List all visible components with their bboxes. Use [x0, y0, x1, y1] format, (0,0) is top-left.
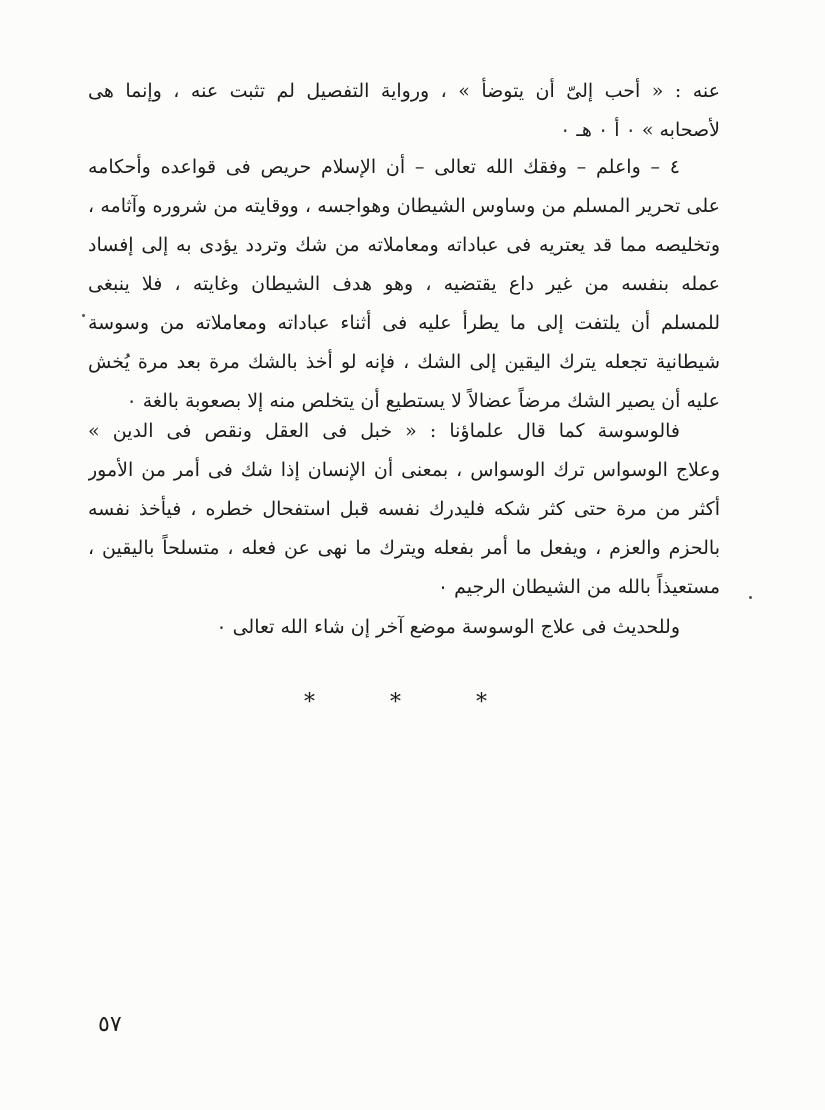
text-line: شيطانية تجعله يترك اليقين إلى الشك ، فإنه لو أخذ بالشك مرة بعد مرة يُخش [88, 351, 720, 373]
text-line: لأصحابه » ٠ أ ٠ هـ ٠ [560, 119, 720, 141]
text-line: عمله بنفسه من غير داع يقتضيه ، وهو هدف الشيطان وغايته ، فلا ينبغى [88, 273, 720, 295]
text-line: مستعيذاً بالله من الشيطان الرجيم ٠ [437, 576, 720, 598]
text-line: على تحرير المسلم من وساوس الشيطان وهواجسه ، ووقايته من شروره وآثامه ، [88, 195, 720, 217]
text-line: وللحديث فى علاج الوسوسة موضع آخر إن شاء الله تعالى ٠ [216, 616, 680, 638]
section-separator: * * * [304, 690, 521, 715]
text-line: عنه : « أحب إلىّ أن يتوضأ » ، ورواية التفصيل لم تثبت عنه ، وإنما هى [88, 80, 720, 102]
text-line: فالوسوسة كما قال علماؤنا : « خبل فى العقل ونقص فى الدين » [88, 420, 680, 442]
scan-speck [749, 596, 752, 599]
paragraph-4 [88, 608, 720, 647]
text-line: للمسلم أن يلتفت إلى ما يطرأ عليه فى أثناء عباداته ومعاملاته من وسوسة [88, 312, 720, 334]
text-line: عليه أن يصير الشك مرضاً عضالاً لا يستطيع أن يتخلص منه إلا بصعوبة بالغة ٠ [126, 390, 720, 412]
paragraph-2 [88, 148, 720, 421]
paragraph-3 [88, 412, 720, 607]
text-line: وعلاج الوسواس ترك الوسواس ، بمعنى أن الإنسان إذا شك فى أمر من الأمور [88, 459, 720, 481]
text-line: أكثر من مرة حتى كثر شكه فليدرك نفسه قبل استفحال خطره ، فيأخذ نفسه [88, 498, 720, 520]
page-number: ٥٧ [98, 1012, 122, 1037]
scan-speck [82, 314, 85, 317]
text-line: ٤ – واعلم – وفقك الله تعالى – أن الإسلام حريص فى قواعده وأحكامه [88, 156, 680, 178]
text-line: وتخليصه مما قد يعتريه فى عباداته ومعاملاته من شك وتردد يؤدى به إلى إفساد [88, 234, 720, 256]
paragraph-1 [88, 72, 720, 150]
text-line: بالحزم والعزم ، ويفعل ما أمر بفعله ويترك ما نهى عن فعله ، متسلحاً باليقين ، [88, 537, 720, 559]
